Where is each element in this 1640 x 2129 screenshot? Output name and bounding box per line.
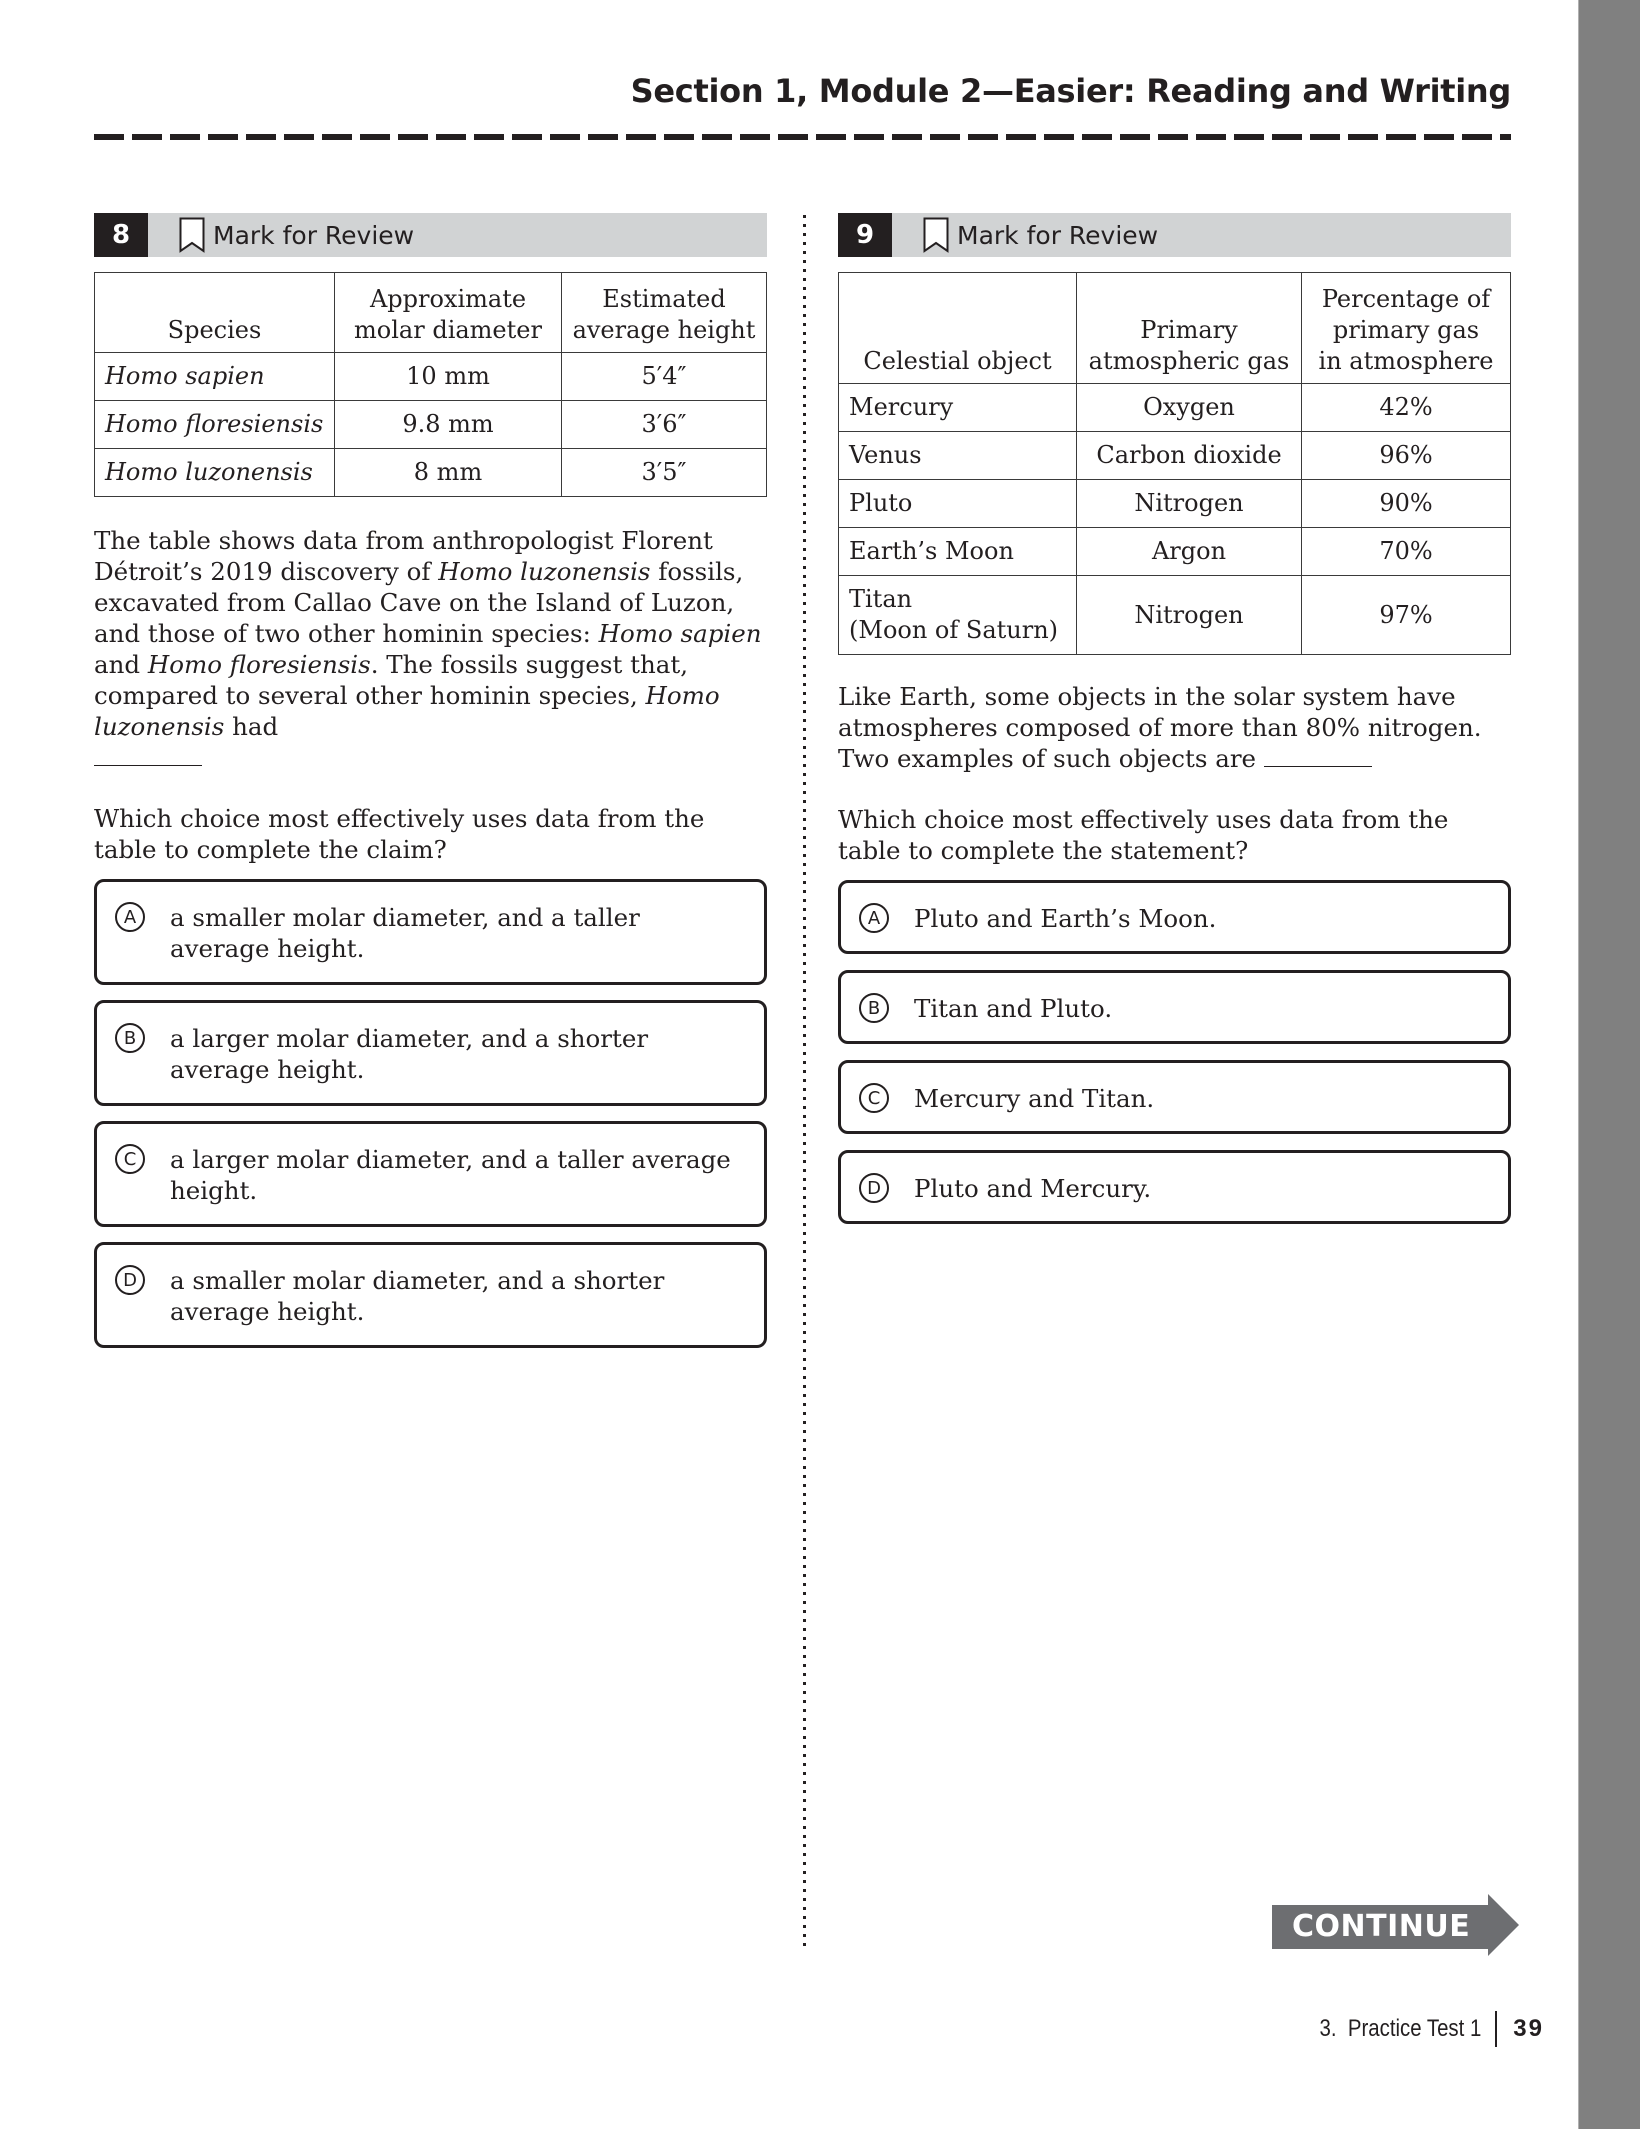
choice-a[interactable] xyxy=(838,880,1511,954)
question-header xyxy=(94,213,767,257)
choice-text: Mercury and Titan. xyxy=(914,1084,1155,1113)
table-cell: 3′6″ xyxy=(562,401,767,449)
table-cell: Homo floresiensis xyxy=(95,401,335,449)
table-header-row xyxy=(839,273,1511,384)
mark-for-review-button[interactable]: Mark for Review xyxy=(213,220,415,250)
column-header: Species xyxy=(95,273,335,353)
answer-choices xyxy=(838,880,1511,1224)
table-cell: Homo sapien xyxy=(95,353,335,401)
table-cell: 3′5″ xyxy=(562,449,767,497)
passage-text: The table shows data from anthropologist Florent Détroit’s 2019 discovery of Homo luzonensis fossils, excavated from Callao Cave on the Island of Luzon, and those of two other hominin species: Homo sapien and Homo floresiensis. The fossils suggest that, compared to several other hominin species, Homo luzonensis had xyxy=(94,525,767,773)
table-cell: 10 mm xyxy=(335,353,562,401)
question-prompt: Which choice most effectively uses data from the table to complete the statement? xyxy=(838,805,1449,865)
choice-text: a smaller molar diameter, and a shorter average height. xyxy=(170,1266,665,1326)
page-footer xyxy=(1291,2011,1544,2047)
table-row xyxy=(839,432,1511,480)
choice-letter-b-icon: B xyxy=(115,1023,145,1053)
column-header: Celestial object xyxy=(839,273,1077,384)
mark-for-review-button[interactable]: Mark for Review xyxy=(957,220,1159,250)
table-cell: Argon xyxy=(1077,528,1302,576)
question-9 xyxy=(838,213,1511,1224)
choice-letter-c-icon: C xyxy=(115,1144,145,1174)
chapter-label: 3. Practice Test 1 xyxy=(1319,2015,1482,2042)
choice-text: Titan and Pluto. xyxy=(914,994,1113,1023)
column-header: Percentage of primary gas in atmosphere xyxy=(1302,273,1511,384)
table-cell: 9.8 mm xyxy=(335,401,562,449)
table-row xyxy=(839,480,1511,528)
table-cell: Earth’s Moon xyxy=(839,528,1077,576)
table-row xyxy=(95,449,767,497)
table-cell: Titan (Moon of Saturn) xyxy=(839,576,1077,655)
table-cell: 90% xyxy=(1302,480,1511,528)
choice-letter-d-icon: D xyxy=(859,1173,889,1203)
bookmark-icon[interactable] xyxy=(923,216,949,254)
table-cell: Homo luzonensis xyxy=(95,449,335,497)
choice-c[interactable] xyxy=(838,1060,1511,1134)
table-row xyxy=(95,401,767,449)
choice-letter-a-icon: A xyxy=(859,903,889,933)
column-header: Estimated average height xyxy=(562,273,767,353)
table-cell: Pluto xyxy=(839,480,1077,528)
choice-b[interactable] xyxy=(94,1000,767,1106)
choice-text: Pluto and Earth’s Moon. xyxy=(914,904,1217,933)
table-cell: 8 mm xyxy=(335,449,562,497)
table-row xyxy=(839,576,1511,655)
table-cell: Venus xyxy=(839,432,1077,480)
passage-text: Like Earth, some objects in the solar system have atmospheres composed of more than 80% nitrogen. Two examples of such objects are xyxy=(838,682,1482,773)
table-cell: 96% xyxy=(1302,432,1511,480)
page-number: 39 xyxy=(1513,2015,1544,2042)
table-cell: 5′4″ xyxy=(562,353,767,401)
table-cell: 70% xyxy=(1302,528,1511,576)
table-cell: Mercury xyxy=(839,384,1077,432)
choice-text: a larger molar diameter, and a shorter average height. xyxy=(170,1024,649,1084)
table-row xyxy=(839,384,1511,432)
arrow-head-icon xyxy=(1488,1894,1519,1956)
bookmark-icon[interactable] xyxy=(179,216,205,254)
question-prompt: Which choice most effectively uses data from the table to complete the claim? xyxy=(94,804,705,864)
choice-letter-c-icon: C xyxy=(859,1083,889,1113)
choice-text: a smaller molar diameter, and a taller average height. xyxy=(170,903,640,963)
table-cell: Oxygen xyxy=(1077,384,1302,432)
page-edge-band xyxy=(1578,0,1640,2129)
table-header-row xyxy=(95,273,767,353)
choice-b[interactable] xyxy=(838,970,1511,1044)
column-header: Approximate molar diameter xyxy=(335,273,562,353)
question-8 xyxy=(94,213,767,1348)
answer-blank xyxy=(1264,747,1372,767)
choice-c[interactable] xyxy=(94,1121,767,1227)
answer-choices xyxy=(94,879,767,1348)
table-row xyxy=(839,528,1511,576)
column-header: Primary atmospheric gas xyxy=(1077,273,1302,384)
question-number: 9 xyxy=(838,213,892,257)
continue-button[interactable] xyxy=(1272,1894,1520,1956)
choice-d[interactable] xyxy=(94,1242,767,1348)
column-divider xyxy=(803,215,806,1950)
choice-text: Pluto and Mercury. xyxy=(914,1174,1152,1203)
question-header xyxy=(838,213,1511,257)
choice-d[interactable] xyxy=(838,1150,1511,1224)
choice-a[interactable] xyxy=(94,879,767,985)
choice-text: a larger molar diameter, and a taller average height. xyxy=(170,1145,731,1205)
title-dashed-rule xyxy=(94,134,1511,140)
species-table xyxy=(94,272,767,497)
table-cell: Nitrogen xyxy=(1077,480,1302,528)
footer-divider xyxy=(1495,2011,1497,2047)
celestial-table xyxy=(838,272,1511,655)
page-title: Section 1, Module 2—Easier: Reading and Writing xyxy=(630,72,1511,110)
choice-letter-b-icon: B xyxy=(859,993,889,1023)
question-number: 8 xyxy=(94,213,148,257)
continue-label: CONTINUE xyxy=(1292,1909,1471,1944)
table-cell: Nitrogen xyxy=(1077,576,1302,655)
table-cell: Carbon dioxide xyxy=(1077,432,1302,480)
table-cell: 97% xyxy=(1302,576,1511,655)
table-cell: 42% xyxy=(1302,384,1511,432)
choice-letter-a-icon: A xyxy=(115,902,145,932)
choice-letter-d-icon: D xyxy=(115,1265,145,1295)
answer-blank xyxy=(94,746,202,766)
table-row xyxy=(95,353,767,401)
